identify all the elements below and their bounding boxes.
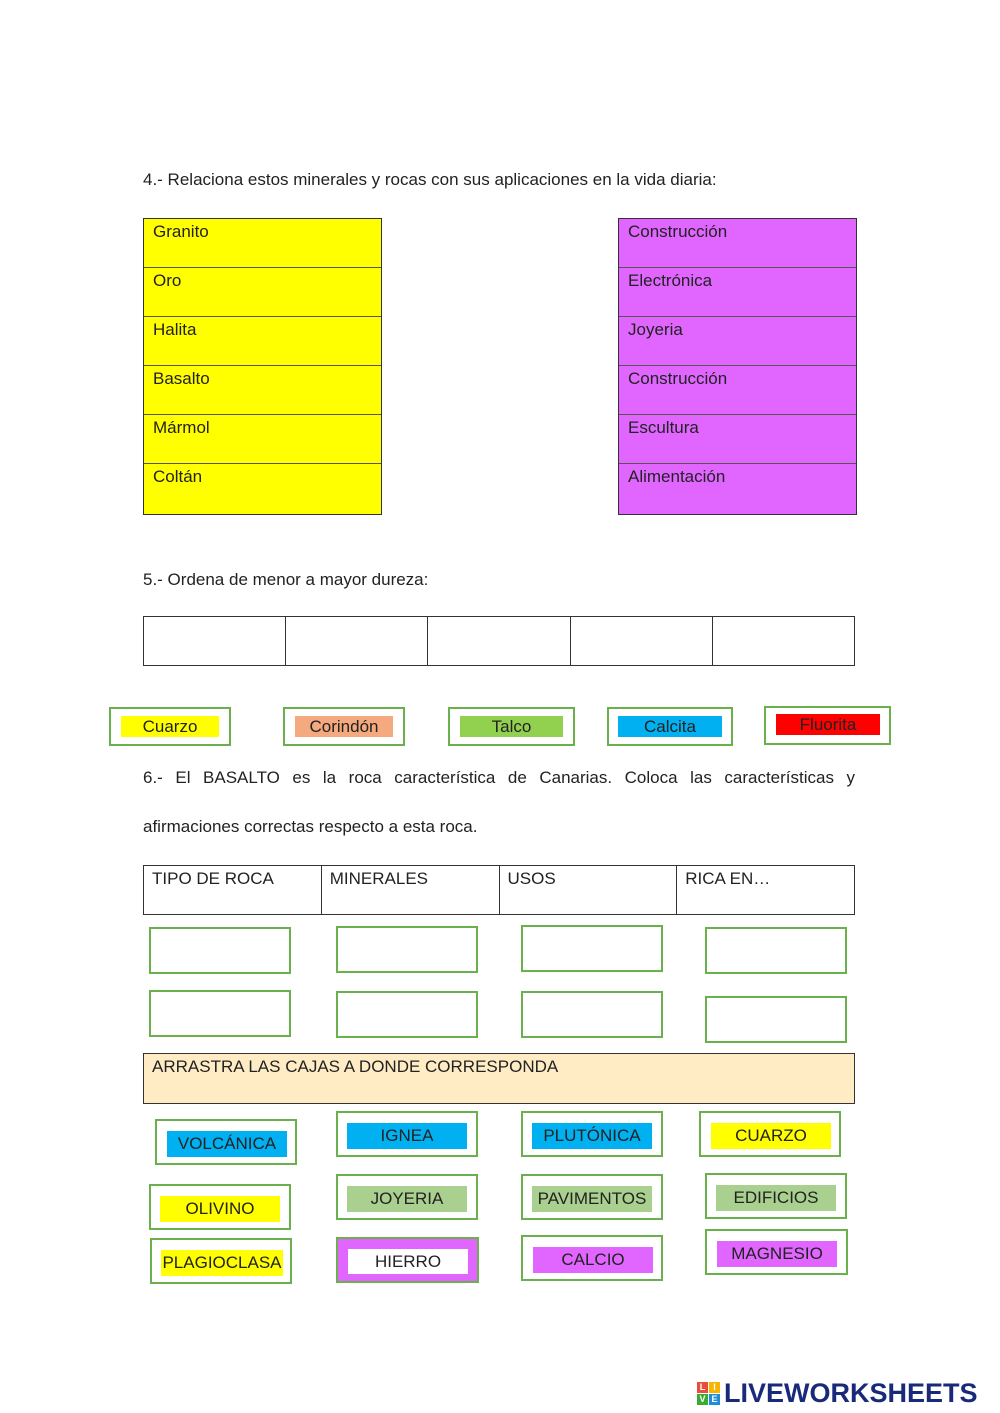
drop-zone[interactable]: [705, 927, 847, 974]
chip-label: CUARZO: [711, 1123, 831, 1149]
application-item[interactable]: Electrónica: [619, 268, 856, 317]
application-item[interactable]: Escultura: [619, 415, 856, 464]
header-rica-en: RICA EN…: [685, 869, 771, 888]
order-drop-slot[interactable]: [571, 617, 713, 665]
chip-plagioclasa[interactable]: [150, 1238, 292, 1284]
header-minerales: MINERALES: [322, 866, 500, 914]
mineral-item[interactable]: Halita: [144, 317, 381, 366]
chip-label: PLUTÓNICA: [532, 1123, 652, 1149]
drop-zone[interactable]: [521, 991, 663, 1038]
header-usos: USOS: [500, 866, 678, 914]
mineral-item[interactable]: Coltán: [153, 467, 203, 486]
question-4-title: 4.- Relaciona estos minerales y rocas con sus aplicaciones en la vida diaria:: [143, 170, 717, 189]
mineral-chip-fluorita[interactable]: [764, 706, 891, 745]
chip-label: JOYERIA: [347, 1186, 467, 1212]
chip-cuarzo[interactable]: [699, 1111, 841, 1157]
chip-volcanica[interactable]: [155, 1119, 297, 1165]
chip-label: PAVIMENTOS: [532, 1186, 652, 1212]
mineral-item[interactable]: Basalto: [144, 366, 381, 415]
chip-pavimentos[interactable]: [521, 1174, 663, 1220]
question-6-line-2: afirmaciones correctas respecto a esta roca.: [143, 817, 478, 836]
chip-label: HIERRO: [348, 1249, 468, 1274]
instruction-banner: ARRASTRA LAS CAJAS A DONDE CORRESPONDA: [143, 1053, 855, 1104]
application-item[interactable]: Construcción: [619, 366, 856, 415]
logo-mark-icon: L I V E: [697, 1382, 721, 1406]
mineral-chip-cuarzo[interactable]: [109, 707, 231, 746]
chip-magnesio[interactable]: [705, 1229, 848, 1275]
chip-label: Talco: [460, 716, 563, 737]
drop-zone[interactable]: [149, 990, 291, 1037]
mineral-chip-corindon[interactable]: [283, 707, 405, 746]
drop-zone[interactable]: [705, 996, 847, 1043]
application-item[interactable]: Construcción: [619, 219, 856, 268]
applications-list: [618, 218, 857, 515]
application-item[interactable]: Alimentación: [628, 467, 726, 486]
minerals-list: [143, 218, 382, 515]
mineral-item[interactable]: Mármol: [144, 415, 381, 464]
chip-label: EDIFICIOS: [716, 1185, 836, 1211]
logo-text: LIVEWORKSHEETS: [724, 1378, 978, 1408]
drop-zone[interactable]: [521, 925, 663, 972]
chip-label: Corindón: [295, 716, 393, 737]
chip-edificios[interactable]: [705, 1173, 847, 1219]
application-item[interactable]: Joyeria: [619, 317, 856, 366]
chip-joyeria[interactable]: [336, 1174, 478, 1220]
header-tipo-de-roca: TIPO DE ROCA: [144, 866, 322, 914]
chip-hierro[interactable]: [336, 1237, 479, 1283]
mineral-chip-calcita[interactable]: [607, 707, 733, 746]
liveworksheets-logo: [697, 1378, 978, 1409]
order-drop-slot[interactable]: [713, 617, 854, 665]
chip-label: VOLCÁNICA: [167, 1131, 287, 1157]
chip-calcio[interactable]: [521, 1235, 663, 1281]
chip-label: Fluorita: [776, 714, 880, 735]
hardness-order-table: [143, 616, 855, 666]
question-6-line-1: 6.- El BASALTO es la roca característica de Canarias. Coloca las características y: [143, 768, 855, 787]
mineral-item[interactable]: Oro: [144, 268, 381, 317]
order-drop-slot[interactable]: [144, 617, 286, 665]
chip-ignea[interactable]: [336, 1111, 478, 1157]
drop-zone[interactable]: [149, 927, 291, 974]
drop-zone[interactable]: [336, 926, 478, 973]
chip-olivino[interactable]: [149, 1184, 291, 1230]
chip-label: CALCIO: [533, 1247, 653, 1273]
order-drop-slot[interactable]: [428, 617, 570, 665]
chip-label: OLIVINO: [160, 1196, 280, 1222]
chip-label: IGNEA: [347, 1123, 467, 1149]
mineral-chip-talco[interactable]: [448, 707, 575, 746]
chip-plutonica[interactable]: [521, 1111, 663, 1157]
chip-label: MAGNESIO: [717, 1241, 837, 1267]
chip-label: PLAGIOCLASA: [161, 1250, 283, 1276]
chip-label: Calcita: [618, 716, 722, 737]
order-drop-slot[interactable]: [286, 617, 428, 665]
chip-label: Cuarzo: [121, 716, 219, 737]
basalto-header-table: [143, 865, 855, 915]
question-5-title: 5.- Ordena de menor a mayor dureza:: [143, 570, 429, 589]
drop-zone[interactable]: [336, 991, 478, 1038]
mineral-item[interactable]: Granito: [144, 219, 381, 268]
